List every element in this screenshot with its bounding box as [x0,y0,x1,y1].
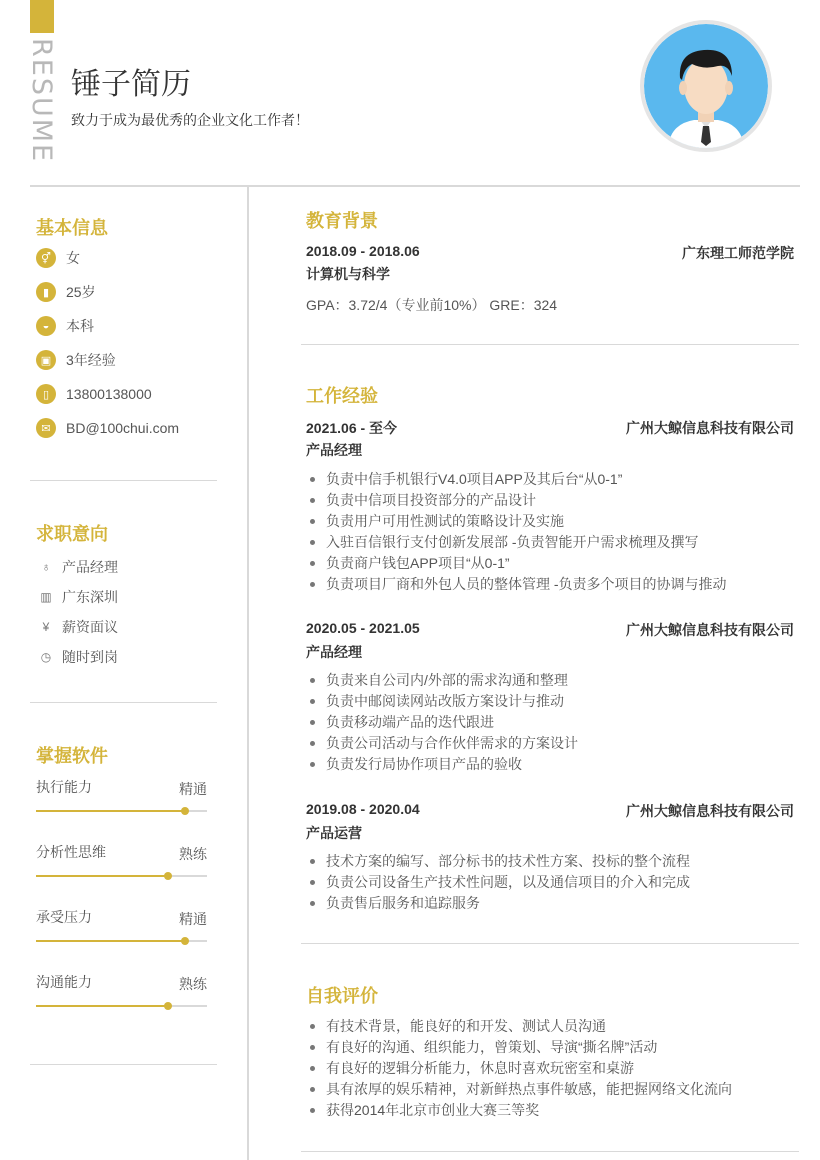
list-item: 负责项目厂商和外包人员的整体管理 -负责多个项目的协调与推动 [306,574,727,595]
job-role: 产品经理 [306,644,362,660]
work-title: 工作经验 [306,386,378,406]
list-item: 负责公司设备生产技术性问题，以及通信项目的介入和完成 [306,872,690,893]
list-item: 负责公司活动与合作伙伴需求的方案设计 [306,733,578,754]
job-role: 产品经理 [306,442,362,458]
skill-bar [36,875,207,877]
section-divider [301,943,799,944]
job-bullets [306,469,727,595]
self-eval-bullets [306,1016,732,1121]
list-item: 负责中信手机银行V4.0项目APP及其后台“从0-1” [306,469,727,490]
sidebar-divider [30,1064,217,1065]
list-item: 负责发行局协作项目产品的验收 [306,754,578,775]
intent-location [38,588,118,606]
self-eval-title: 自我评价 [306,986,378,1006]
list-item: 有良好的逻辑分析能力，休息时喜欢玩密室和桌游 [306,1058,732,1079]
mail-icon: ✉ [36,418,56,438]
info-experience [36,350,116,370]
list-item: 负责移动端产品的迭代跟进 [306,712,578,733]
list-item: 有良好的沟通、组织能力，曾策划、导演“撕名牌”活动 [306,1037,732,1058]
job-date: 2019.08 - 2020.04 [306,801,420,817]
skill-bar-fill [36,1005,168,1007]
skill-name: 执行能力 [36,779,92,795]
job-bullets [306,851,690,914]
phone-icon: ▯ [36,384,56,404]
intent-position-text: 产品经理 [62,559,118,575]
list-item: 具有浓厚的娱乐精神，对新鲜热点事件敏感，能把握网络文化流向 [306,1079,732,1100]
skill-bar-marker [164,872,172,880]
skill-name: 分析性思维 [36,844,106,860]
intent-title: 求职意向 [36,524,108,544]
info-email [36,418,179,438]
section-divider [301,344,799,345]
skill-bar [36,940,207,942]
accent-bar [30,0,54,33]
tie-icon: ♁ [41,560,51,574]
sidebar-divider [30,702,217,703]
list-item: 负责售后服务和追踪服务 [306,893,690,914]
list-item: 获得2014年北京市创业大赛三等奖 [306,1100,732,1121]
intent-salary [38,618,118,636]
list-item: 负责用户可用性测试的策略设计及实施 [306,511,727,532]
info-age-text: 25岁 [66,284,96,300]
skill-bar-fill [36,810,185,812]
resume-name: 锤子简历 [71,67,191,102]
skill-bar-fill [36,875,168,877]
chart-icon: ▮ [36,282,56,302]
info-phone-text: 13800138000 [66,386,152,402]
job-company: 广州大鲸信息科技有限公司 [626,420,794,436]
info-email-text: BD@100chui.com [66,420,180,436]
intent-position [38,558,118,576]
education-detail: GPA：3.72/4（专业前10%） GRE：324 [306,297,558,313]
skill-level: 精通 [179,911,207,927]
resume-motto: 致力于成为最优秀的企业文化工作者！ [71,112,309,128]
intent-salary-text: 薪资面议 [62,619,118,635]
resume-vertical-text: RESUME [26,38,57,164]
job-company: 广州大鲸信息科技有限公司 [626,803,794,819]
info-education-text: 本科 [66,318,94,334]
job-company: 广州大鲸信息科技有限公司 [626,622,794,638]
education-school: 广东理工师范学院 [682,245,794,261]
gender-icon: ⚥ [36,248,56,268]
graduation-icon: ◒ [36,316,56,336]
education-date: 2018.09 - 2018.06 [306,243,420,259]
list-item: 负责来自公司内/外部的需求沟通和整理 [306,670,578,691]
info-age [36,282,96,302]
skill-bar-marker [164,1002,172,1010]
briefcase-icon: ▣ [36,350,56,370]
basic-info-title: 基本信息 [36,218,108,238]
skills-title: 掌握软件 [36,746,108,766]
column-divider [247,185,249,1160]
list-item: 入驻百信银行支付创新发展部 -负责智能开户需求梳理及撰写 [306,532,727,553]
info-gender-text: 女 [66,250,80,266]
header-divider [30,185,800,187]
education-title: 教育背景 [306,211,378,231]
info-gender [36,248,80,268]
info-education [36,316,94,336]
skill-level: 熟练 [179,846,207,862]
skill-level: 熟练 [179,976,207,992]
skill-bar [36,810,207,812]
avatar-illustration [644,24,768,148]
list-item: 技术方案的编写、部分标书的技术性方案、投标的整个流程 [306,851,690,872]
skill-bar-fill [36,940,185,942]
list-item: 负责中信项目投资部分的产品设计 [306,490,727,511]
job-bullets [306,670,578,775]
info-experience-text: 3年经验 [66,352,116,368]
job-role: 产品运营 [306,825,362,841]
skill-bar [36,1005,207,1007]
info-phone [36,384,152,404]
job-date: 2020.05 - 2021.05 [306,620,420,636]
list-item: 负责中邮阅读网站改版方案设计与推动 [306,691,578,712]
list-item: 负责商户钱包APP项目“从0-1” [306,553,727,574]
clock-icon: ◷ [40,650,52,664]
education-major: 计算机与科学 [306,266,390,282]
intent-availability-text: 随时到岗 [62,649,118,665]
intent-availability [38,648,118,666]
yen-icon: ¥ [42,620,50,634]
skill-level: 精通 [179,781,207,797]
skill-name: 承受压力 [36,909,92,925]
list-item: 有技术背景，能良好的和开发、测试人员沟通 [306,1016,732,1037]
job-date: 2021.06 - 至今 [306,420,398,436]
avatar [640,20,772,152]
intent-location-text: 广东深圳 [62,589,118,605]
skill-bar-marker [181,937,189,945]
building-icon: ▥ [40,590,52,604]
skill-bar-marker [181,807,189,815]
skill-name: 沟通能力 [36,974,92,990]
sidebar-divider [30,480,217,481]
section-divider [301,1151,799,1152]
